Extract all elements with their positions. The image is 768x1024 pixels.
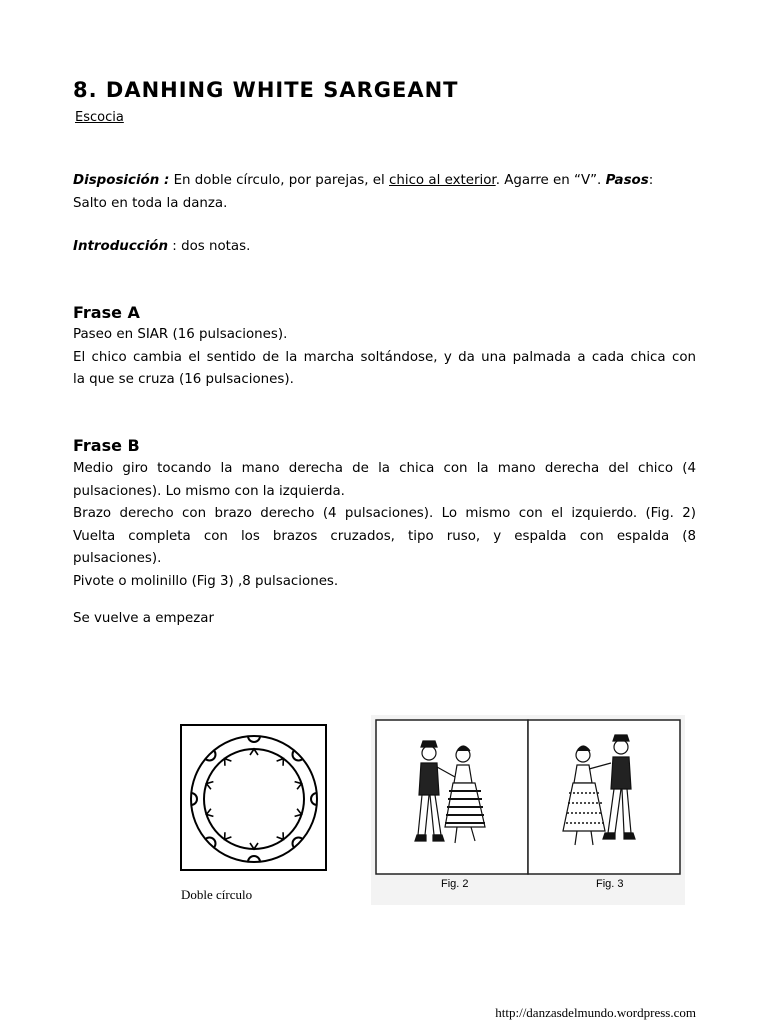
footer-url[interactable]: http://danzasdelmundo.wordpress.com bbox=[495, 1005, 696, 1020]
closing-text: Se vuelve a empezar bbox=[73, 611, 215, 626]
fig2-caption: Fig. 2 bbox=[441, 878, 469, 890]
frase-a-line: la que se cruza (16 pulsaciones). bbox=[73, 372, 294, 388]
frase-b-line: Vuelta completa con los brazos cruzados, tipo ruso, y espalda con espalda (8 bbox=[73, 528, 696, 544]
page-title: 8. DANHING WHITE SARGEANT bbox=[73, 78, 459, 102]
disposicion-text-2: . Agarre en “V”. bbox=[495, 173, 606, 188]
frase-b-line: Brazo derecho con brazo derecho (4 pulsaciones). Lo mismo con el izquierdo. (Fig. 2) bbox=[73, 506, 696, 522]
disposicion-line-2: Salto en toda la danza. bbox=[73, 195, 228, 211]
frase-b-body bbox=[73, 458, 696, 594]
disposicion-underlined: chico al exterior bbox=[389, 173, 496, 188]
fig3-caption: Fig. 3 bbox=[596, 878, 624, 890]
frase-a-heading: Frase A bbox=[73, 303, 140, 322]
frase-b-line: Medio giro tocando la mano derecha de la chica con la mano derecha del chico (4 bbox=[73, 461, 696, 476]
pasos-colon: : bbox=[648, 173, 654, 188]
disposicion-paragraph bbox=[73, 170, 653, 215]
frase-b-line: pulsaciones). bbox=[73, 551, 162, 567]
frase-b-heading: Frase B bbox=[73, 436, 140, 455]
double-circle-caption: Doble círculo bbox=[181, 887, 253, 902]
pasos-label: Pasos bbox=[605, 173, 649, 188]
region-subtitle: Escocia bbox=[75, 110, 124, 125]
disposicion-label: Disposición : bbox=[73, 173, 170, 188]
dancers-figure bbox=[371, 715, 685, 905]
frase-a-line: Paseo en SIAR (16 pulsaciones). bbox=[73, 327, 288, 342]
frase-a-line: El chico cambia el sentido de la marcha soltándose, y da una palmada a cada chica con bbox=[73, 349, 696, 365]
disposicion-text-1: En doble círculo, por parejas, el bbox=[169, 173, 389, 188]
frase-a-body bbox=[73, 324, 696, 392]
double-circle-figure bbox=[176, 720, 332, 876]
introduccion-paragraph bbox=[73, 236, 250, 259]
frase-b-line: Pivote o molinillo (Fig 3) ,8 pulsaciones. bbox=[73, 573, 339, 589]
frase-b-line: pulsaciones). Lo mismo con la izquierda. bbox=[73, 483, 345, 499]
introduccion-text: : dos notas. bbox=[168, 239, 251, 254]
introduccion-label: Introducción bbox=[73, 239, 169, 254]
